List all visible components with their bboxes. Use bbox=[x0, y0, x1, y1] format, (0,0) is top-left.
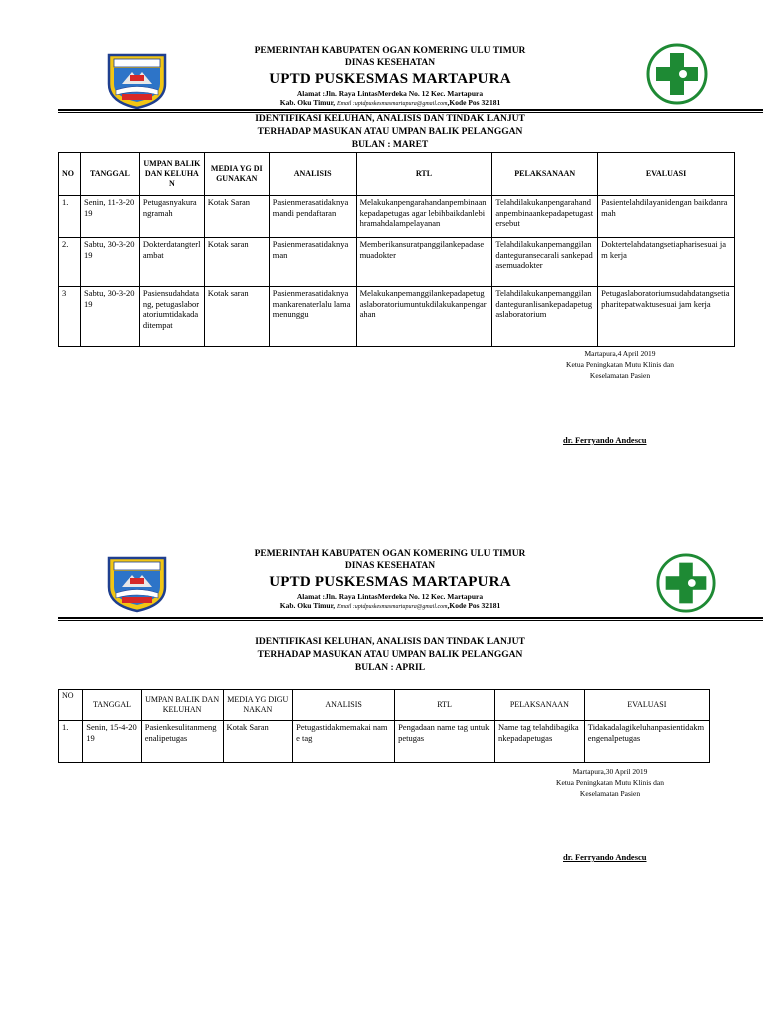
department-line: DINAS KESEHATAN bbox=[344, 560, 436, 571]
table-row: 2. Sabtu, 30-3-2019 Dokterdatangterlambat Kotak saran Pasienmerasatidaknyaman Memberikansuratpanggilankepadasemuadokter Telahdilakukanpemanggilandanteguransecarali sankepadasemuadokter Doktertelahdatangsetiapharisesuai jam kerja bbox=[59, 238, 735, 287]
puskesmas-cross-logo bbox=[655, 552, 717, 614]
sign-place-date: Martapura,4 April 2019 bbox=[584, 349, 656, 358]
address-line: Alamat :Jln. Raya LintasMerdeka No. 12 Kec. Martapura bbox=[296, 591, 484, 601]
signature-block bbox=[520, 349, 720, 382]
letterhead bbox=[180, 549, 600, 611]
col-analisis: ANALISIS bbox=[269, 153, 356, 196]
table-row: 1. Senin, 11-3-2019 Petugasnyakurangramah Kotak Saran Pasienmerasatidaknyamandi pendaftaran Melakukanpengarahandanpembinaankepadapetugas agar lebihbaikdanlebihramahdalampelayanan Telahdilakukanpengarahandanpembinaankepadapetugastersebut Pasientelahdilayanidengan baikdanramah bbox=[59, 196, 735, 238]
table-header-row bbox=[59, 153, 735, 196]
report-heading: IDENTIFIKASI KELUHAN, ANALISIS DAN TINDAK LANJUT TERHADAP MASUKAN ATAU UMPAN BALIK PELANGGAN BULAN : APRIL bbox=[255, 637, 525, 673]
report-heading: IDENTIFIKASI KELUHAN, ANALISIS DAN TINDAK LANJUT TERHADAP MASUKAN ATAU UMPAN BALIK PELANGGAN BULAN : MARET bbox=[255, 114, 525, 150]
table-row: 1. Senin, 15-4-2019 Pasienkesulitanmengenalipetugas Kotak Saran Petugastidakmemakai name tag Pengadaan name tag untukpetugas Name tag telahdibagikankepadapetugas Tidakadalagikeluhanpasientidakmengenalpetugas bbox=[59, 721, 710, 763]
col-pelaksanaan: PELAKSANAAN bbox=[492, 153, 598, 196]
sign-place-date: Martapura,30 April 2019 bbox=[572, 767, 648, 776]
col-umpan-balik: UMPAN BALIK DAN KELUHAN bbox=[141, 690, 223, 721]
col-tanggal: TANGGAL bbox=[83, 690, 142, 721]
signer-name: dr. Ferryando Andescu bbox=[563, 852, 647, 862]
puskesmas-cross-logo bbox=[645, 42, 709, 106]
address-line: Alamat :Jln. Raya LintasMerdeka No. 12 Kec. Martapura bbox=[296, 88, 484, 98]
col-no: NO bbox=[59, 690, 83, 721]
contact-line: Kab. Oku Timur, Email :uptdpuskesmasmartapura@gmail.com,Kode Pos 32181 bbox=[279, 600, 501, 610]
regency-logo bbox=[104, 553, 170, 613]
col-evaluasi: EVALUASI bbox=[584, 690, 709, 721]
col-media: MEDIA YG DIGUNAKAN bbox=[223, 690, 293, 721]
institution-title: UPTD PUSKESMAS MARTAPURA bbox=[269, 70, 511, 87]
complaint-table-march bbox=[58, 152, 735, 347]
sign-role: Keselamatan Pasien bbox=[579, 788, 641, 798]
signature-block bbox=[510, 767, 710, 800]
sign-role: Ketua Peningkatan Mutu Klinis dan bbox=[566, 359, 674, 369]
complaint-table-april bbox=[58, 689, 710, 763]
letterhead-rule bbox=[58, 617, 763, 621]
col-analisis: ANALISIS bbox=[293, 690, 395, 721]
table-header-row bbox=[59, 690, 710, 721]
signer-name: dr. Ferryando Andescu bbox=[563, 435, 647, 445]
department-line: DINAS KESEHATAN bbox=[344, 57, 436, 68]
letterhead bbox=[180, 46, 600, 108]
col-media: MEDIA YG DIGUNAKAN bbox=[204, 153, 269, 196]
col-umpan-balik: UMPAN BALIK DAN KELUHAN bbox=[139, 153, 204, 196]
institution-title: UPTD PUSKESMAS MARTAPURA bbox=[269, 573, 511, 590]
col-tanggal: TANGGAL bbox=[80, 153, 139, 196]
table-row: 3 Sabtu, 30-3-2019 Pasiensudahdatang, petugaslaboratoriumtidakadaditempat Kotak saran Pasienmerasatidaknyamankarenaterlalu lama menunggu Melakukanpemanggilankepadapetugaslaboratoriumuntukdilakukanpengarahan Telahdilakukanpemanggilandanteguranlisankepadapetugaslaboratorium Petugaslaboratoriumsudahdatangsetiapharitepatwaktusesuai jam kerja bbox=[59, 287, 735, 347]
government-line: PEMERINTAH KABUPATEN OGAN KOMERING ULU TIMUR bbox=[254, 549, 526, 559]
contact-line: Kab. Oku Timur, Email :uptdpuskesmasmartapura@gmail.com,Kode Pos 32181 bbox=[279, 97, 501, 107]
regency-logo bbox=[104, 50, 170, 110]
sign-role: Keselamatan Pasien bbox=[589, 370, 651, 380]
col-pelaksanaan: PELAKSANAAN bbox=[494, 690, 584, 721]
col-no: NO bbox=[59, 153, 81, 196]
col-evaluasi: EVALUASI bbox=[598, 153, 735, 196]
government-line: PEMERINTAH KABUPATEN OGAN KOMERING ULU TIMUR bbox=[254, 46, 526, 56]
col-rtl: RTL bbox=[356, 153, 492, 196]
col-rtl: RTL bbox=[395, 690, 495, 721]
sign-role: Ketua Peningkatan Mutu Klinis dan bbox=[556, 777, 664, 787]
